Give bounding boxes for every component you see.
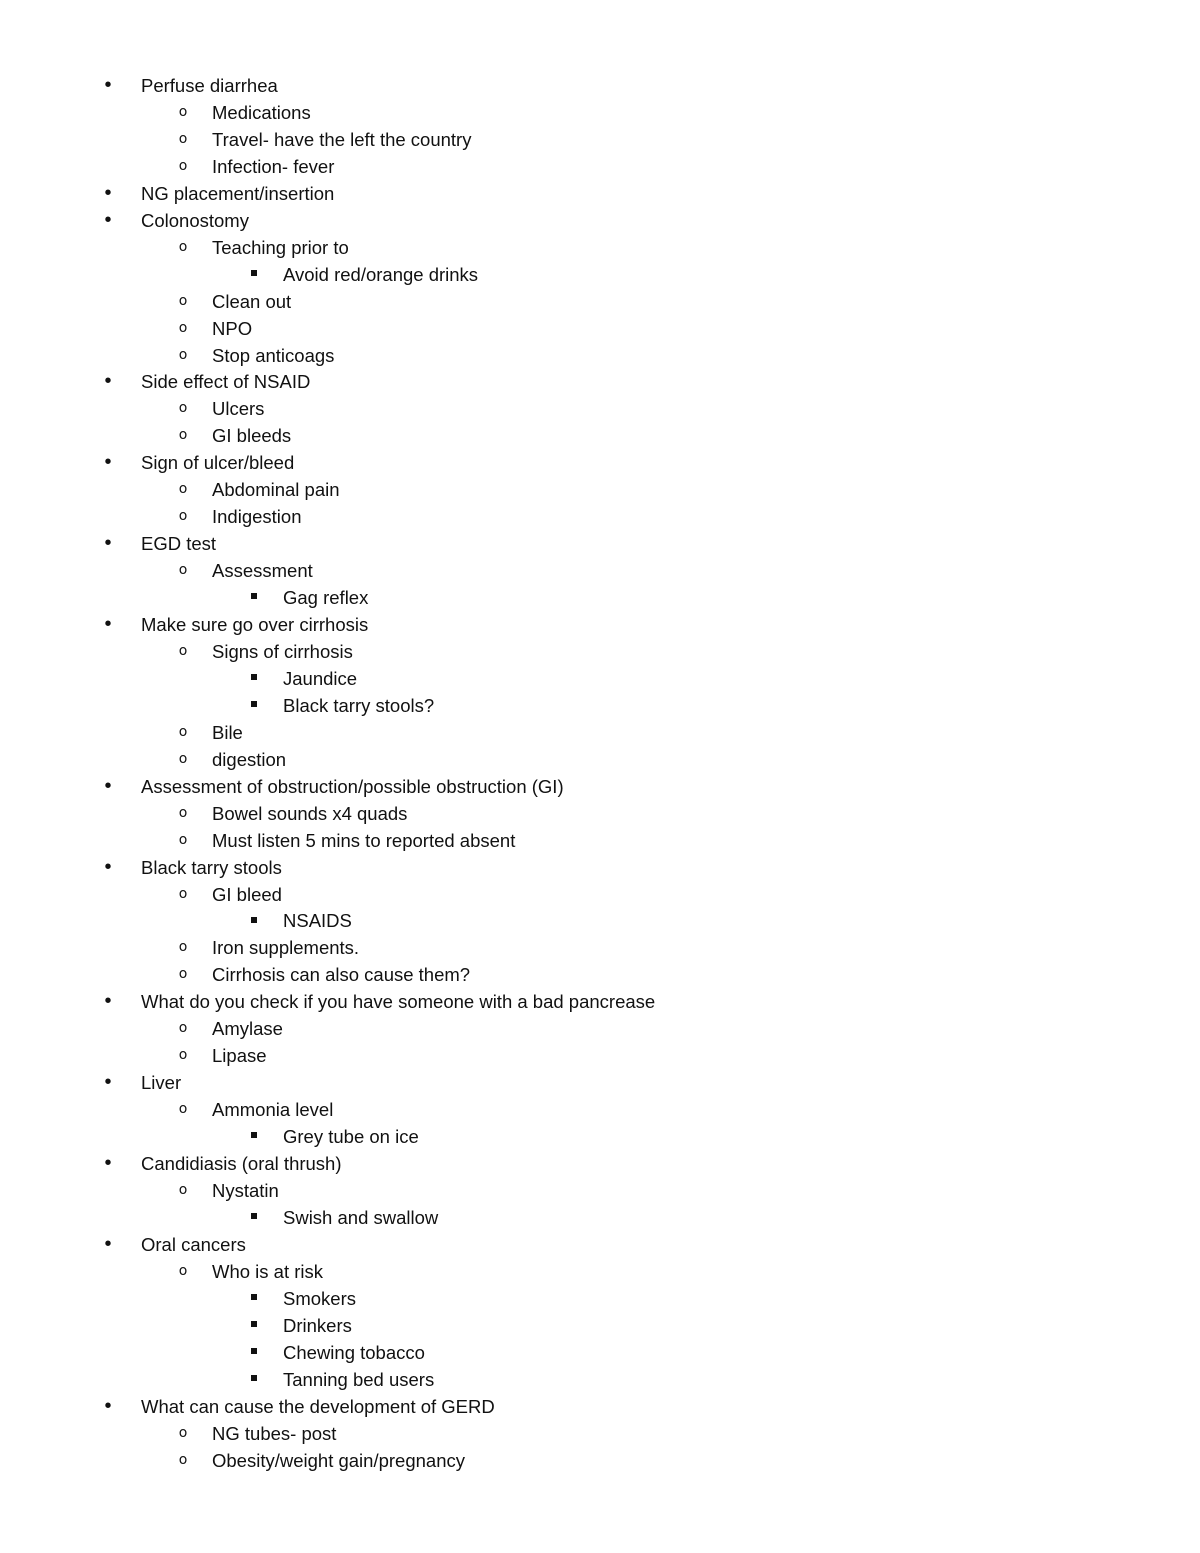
list-item-text: Nystatin (212, 1180, 279, 1201)
bullet-level-3-icon (244, 584, 264, 611)
list-item-level-3 (0, 1204, 1200, 1231)
list-item-text: NG placement/insertion (141, 182, 335, 204)
list-item-text: What can cause the development of GERD (141, 1395, 495, 1417)
bullet-level-1-icon: • (104, 774, 112, 797)
list-item-text: Abdominal pain (212, 479, 340, 501)
bullet-level-2-icon: o (178, 1424, 188, 1441)
list-item-text: Swish and swallow (283, 1206, 439, 1228)
list-item-level-2 (0, 476, 1200, 503)
list-item-text: EGD test (141, 533, 217, 555)
bullet-level-3-icon (244, 1366, 264, 1393)
list-item-text: GI bleed (212, 883, 282, 905)
bullet-level-3-icon (244, 907, 264, 934)
bullet-level-2-icon: o (178, 966, 188, 983)
list-item-level-1 (0, 449, 1200, 476)
list-item-level-2 (0, 126, 1200, 153)
bullet-level-3-icon (244, 1312, 264, 1339)
list-item-level-3 (0, 261, 1200, 288)
list-item-text: NPO (212, 317, 253, 339)
list-item-level-2 (0, 800, 1200, 827)
bullet-level-2-icon: o (178, 130, 188, 147)
list-item-text: Infection- fever (212, 155, 335, 177)
bullet-level-2-icon: o (178, 400, 188, 417)
list-item-level-1 (0, 1150, 1200, 1177)
list-item-level-1 (0, 854, 1200, 881)
bullet-level-2-icon: o (178, 104, 188, 120)
list-item-level-1 (0, 1069, 1200, 1096)
list-item-level-2 (0, 1042, 1200, 1069)
bullet-level-1-icon: • (104, 990, 112, 1013)
list-item-level-2 (0, 719, 1200, 746)
list-item-level-2 (0, 153, 1200, 180)
list-item-text: Jaundice (283, 667, 358, 689)
list-item-text: Perfuse diarrhea (141, 75, 278, 96)
list-item-level-2 (0, 1096, 1200, 1123)
list-item-level-2 (0, 395, 1200, 422)
list-item-level-2 (0, 342, 1200, 369)
list-item-level-3 (0, 1312, 1200, 1339)
bullet-level-2-icon: o (178, 1451, 188, 1468)
list-item-text: Oral cancers (141, 1233, 246, 1255)
bullet-level-2-icon: o (178, 939, 188, 956)
list-item-text: Cirrhosis can also cause them? (212, 964, 471, 986)
list-item-text: Grey tube on ice (283, 1126, 419, 1147)
bullet-level-2-icon: o (178, 292, 188, 309)
bullet-level-2-icon: o (178, 1020, 188, 1037)
list-item-text: Avoid red/orange drinks (283, 263, 479, 285)
list-item-level-3 (0, 907, 1200, 934)
list-item-level-1 (0, 180, 1200, 207)
list-item-text: Chewing tobacco (283, 1341, 425, 1363)
bullet-level-2-icon: o (178, 642, 188, 659)
bullet-level-2-icon: o (178, 508, 188, 525)
bullet-level-2-icon: o (178, 481, 188, 498)
list-item-text: Bile (212, 721, 243, 743)
list-item-text: Signs of cirrhosis (212, 640, 353, 662)
bullet-level-3-icon (244, 1123, 264, 1150)
bullet-level-3-icon (244, 1339, 264, 1366)
list-item-text: digestion (212, 748, 287, 770)
list-item-level-3 (0, 692, 1200, 719)
bullet-level-3-icon (244, 692, 264, 719)
list-item-level-2 (0, 961, 1200, 988)
list-item-text: Candidiasis (oral thrush) (141, 1153, 342, 1174)
list-item-level-2 (0, 315, 1200, 342)
bullet-level-3-icon (244, 261, 264, 288)
list-item-text: Who is at risk (212, 1260, 324, 1282)
list-item-level-1 (0, 368, 1200, 395)
list-item-level-3 (0, 1366, 1200, 1393)
list-item-text: Amylase (212, 1018, 283, 1040)
bullet-level-2-icon: o (178, 562, 188, 579)
list-item-level-2 (0, 881, 1200, 908)
list-item-text: Travel- have the left the country (212, 128, 472, 150)
bullet-level-2-icon: o (178, 157, 188, 174)
list-item-level-3 (0, 1285, 1200, 1312)
list-item-level-2 (0, 1015, 1200, 1042)
bullet-level-2-icon: o (178, 750, 188, 767)
list-item-text: Black tarry stools (141, 856, 282, 878)
list-item-level-2 (0, 934, 1200, 961)
list-item-level-1 (0, 1393, 1200, 1420)
list-item-level-2 (0, 638, 1200, 665)
bullet-level-2-icon: o (178, 1047, 188, 1064)
list-item-level-2 (0, 1420, 1200, 1447)
bullet-level-2-icon: o (178, 319, 188, 336)
list-item-level-3 (0, 1123, 1200, 1150)
list-item-level-2 (0, 288, 1200, 315)
list-item-level-3 (0, 584, 1200, 611)
list-item-text: NSAIDS (283, 910, 352, 932)
bullet-level-2-icon: o (178, 1262, 188, 1279)
list-item-text: Obesity/weight gain/pregnancy (212, 1449, 465, 1471)
bullet-level-2-icon: o (178, 238, 188, 255)
list-item-level-2 (0, 422, 1200, 449)
list-item-text: Teaching prior to (212, 236, 349, 258)
list-item-text: Bowel sounds x4 quads (212, 802, 408, 824)
list-item-text: Assessment (212, 560, 313, 582)
list-item-text: Smokers (283, 1287, 356, 1309)
list-item-level-2 (0, 1447, 1200, 1474)
list-item-level-1 (0, 773, 1200, 800)
list-item-text: Colonostomy (141, 209, 249, 231)
bullet-level-2-icon: o (178, 723, 188, 740)
bullet-level-1-icon: • (104, 181, 112, 204)
bullet-level-2-icon: o (178, 1101, 188, 1118)
list-item-level-1 (0, 72, 1200, 99)
list-item-level-1 (0, 1231, 1200, 1258)
bullet-level-2-icon: o (178, 427, 188, 444)
bullet-level-1-icon: • (104, 74, 112, 96)
list-item-level-2 (0, 99, 1200, 126)
bullet-level-1-icon: • (104, 208, 112, 231)
bullet-level-1-icon: • (104, 532, 112, 555)
list-item-text: Sign of ulcer/bleed (141, 452, 295, 474)
bullet-level-1-icon: • (104, 613, 112, 635)
list-item-text: Make sure go over cirrhosis (141, 614, 369, 635)
list-item-text: Stop anticoags (212, 344, 335, 366)
list-item-text: Tanning bed users (283, 1368, 435, 1390)
list-item-level-2 (0, 234, 1200, 261)
list-item-level-2 (0, 1258, 1200, 1285)
list-item-text: Drinkers (283, 1314, 352, 1336)
list-item-text: Liver (141, 1072, 182, 1094)
list-item-text: Clean out (212, 290, 292, 312)
list-item-level-3 (0, 665, 1200, 692)
list-item-text: Black tarry stools? (283, 694, 435, 716)
list-item-text: Assessment of obstruction/possible obstruction (GI) (141, 775, 564, 797)
bullet-level-1-icon: • (104, 1394, 112, 1417)
list-item-text: GI bleeds (212, 425, 292, 447)
list-item-text: What do you check if you have someone with a bad pancrease (141, 991, 656, 1013)
bullet-level-2-icon: o (178, 1182, 188, 1198)
list-item-text: NG tubes- post (212, 1422, 337, 1444)
list-item-text: Side effect of NSAID (141, 371, 311, 393)
list-item-level-1 (0, 530, 1200, 557)
bullet-level-3-icon (244, 665, 264, 692)
bullet-level-2-icon: o (178, 885, 188, 902)
list-item-text: Lipase (212, 1045, 267, 1067)
list-item-text: Must listen 5 mins to reported absent (212, 829, 516, 851)
bullet-level-1-icon: • (104, 370, 112, 393)
bullet-level-2-icon: o (178, 831, 188, 848)
list-item-level-1 (0, 611, 1200, 638)
bullet-level-1-icon: • (104, 451, 112, 474)
bullet-level-2-icon: o (178, 804, 188, 821)
bullet-level-3-icon (244, 1204, 264, 1231)
list-item-text: Gag reflex (283, 587, 369, 608)
bullet-level-1-icon: • (104, 855, 112, 878)
list-item-text: Ammonia level (212, 1099, 334, 1121)
bullet-level-1-icon: • (104, 1071, 112, 1094)
list-item-level-2 (0, 503, 1200, 530)
list-item-level-2 (0, 827, 1200, 854)
bullet-level-2-icon: o (178, 346, 188, 363)
list-item-level-3 (0, 1339, 1200, 1366)
list-item-level-2 (0, 1177, 1200, 1204)
bullet-level-1-icon: • (104, 1152, 112, 1174)
list-item-level-1 (0, 207, 1200, 234)
list-item-level-1 (0, 988, 1200, 1015)
list-item-level-2 (0, 746, 1200, 773)
list-item-level-2 (0, 557, 1200, 584)
bullet-level-3-icon (244, 1285, 264, 1312)
list-item-text: Medications (212, 102, 311, 123)
list-item-text: Ulcers (212, 398, 265, 420)
list-item-text: Iron supplements. (212, 937, 360, 959)
bullet-level-1-icon: • (104, 1232, 112, 1255)
list-item-text: Indigestion (212, 506, 302, 528)
